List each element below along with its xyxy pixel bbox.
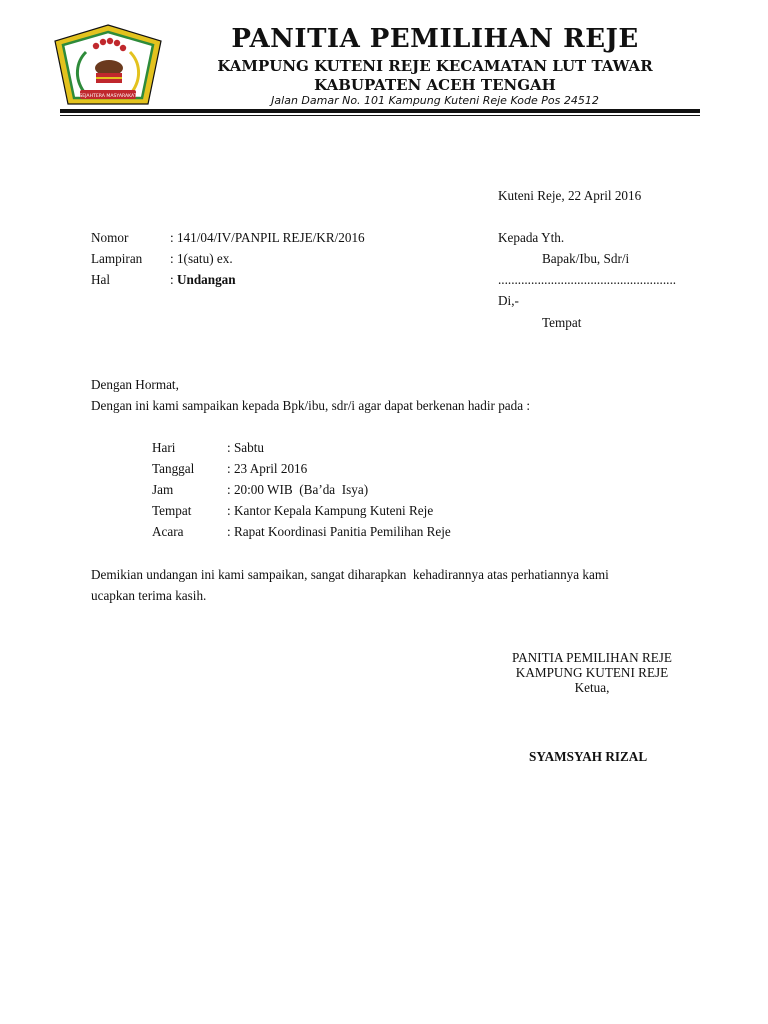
detail-label-hari: Hari <box>152 440 176 455</box>
detail-value-tanggal: : 23 April 2016 <box>227 461 308 476</box>
signature-org-line-1: PANITIA PEMILIHAN REJE <box>512 650 672 665</box>
recipient-dotted-line: ...................................................... <box>498 272 677 287</box>
hal-label: Hal <box>91 272 111 287</box>
hal-row <box>170 272 236 288</box>
nomor-label: Nomor <box>91 230 129 245</box>
detail-label-acara: Acara <box>152 524 184 539</box>
regency-emblem-logo <box>52 22 164 108</box>
letterhead-title: PANITIA PEMILIHAN REJE <box>231 24 639 54</box>
detail-label-tanggal: Tanggal <box>152 461 195 476</box>
lampiran-value: : 1(satu) ex. <box>170 251 233 266</box>
lampiran-label: Lampiran <box>91 251 143 266</box>
letterhead-address: Jalan Damar No. 101 Kampung Kuteni Reje Kode Pos 24512 <box>271 94 599 107</box>
signature-role: Ketua, <box>574 680 610 695</box>
detail-value-tempat: : Kantor Kepala Kampung Kuteni Reje <box>227 503 434 518</box>
recipient-di: Di,- <box>498 293 519 308</box>
detail-label-tempat: Tempat <box>152 503 192 518</box>
detail-value-hari: : Sabtu <box>227 440 264 455</box>
logo-ribbon-text: SEJAHTERA MASYARAKAT <box>79 94 137 99</box>
hal-colon: : <box>170 272 177 287</box>
signatory-name: SYAMSYAH RIZAL <box>529 749 648 764</box>
letterhead-divider-thick <box>60 109 700 113</box>
detail-value-jam: : 20:00 WIB (Ba’da Isya) <box>227 482 369 497</box>
letterhead-regency: KABUPATEN ACEH TENGAH <box>314 76 556 94</box>
signature-org-line-2: KAMPUNG KUTENI REJE <box>515 665 669 680</box>
closing-paragraph-line-2: ucapkan terima kasih. <box>91 588 207 603</box>
hal-value: Undangan <box>176 272 236 287</box>
detail-value-acara: : Rapat Koordinasi Panitia Pemilihan Reje <box>227 524 451 539</box>
detail-label-jam: Jam <box>152 482 174 497</box>
letter-date: Kuteni Reje, 22 April 2016 <box>498 188 642 203</box>
letterhead-village-district: KAMPUNG KUTENI REJE KECAMATAN LUT TAWAR <box>217 57 653 75</box>
letterhead-divider-thin <box>60 115 700 116</box>
recipient-bapak-ibu: Bapak/Ibu, Sdr/i <box>542 251 630 266</box>
nomor-value: : 141/04/IV/PANPIL REJE/KR/2016 <box>170 230 365 245</box>
recipient-kepada: Kepada Yth. <box>498 230 565 245</box>
greeting: Dengan Hormat, <box>91 377 179 392</box>
intro-paragraph: Dengan ini kami sampaikan kepada Bpk/ibu, sdr/i agar dapat berkenan hadir pada : <box>91 398 531 413</box>
recipient-tempat: Tempat <box>542 315 582 330</box>
closing-paragraph-line-1: Demikian undangan ini kami sampaikan, sangat diharapkan kehadirannya atas perhatiannya kami <box>91 567 609 582</box>
